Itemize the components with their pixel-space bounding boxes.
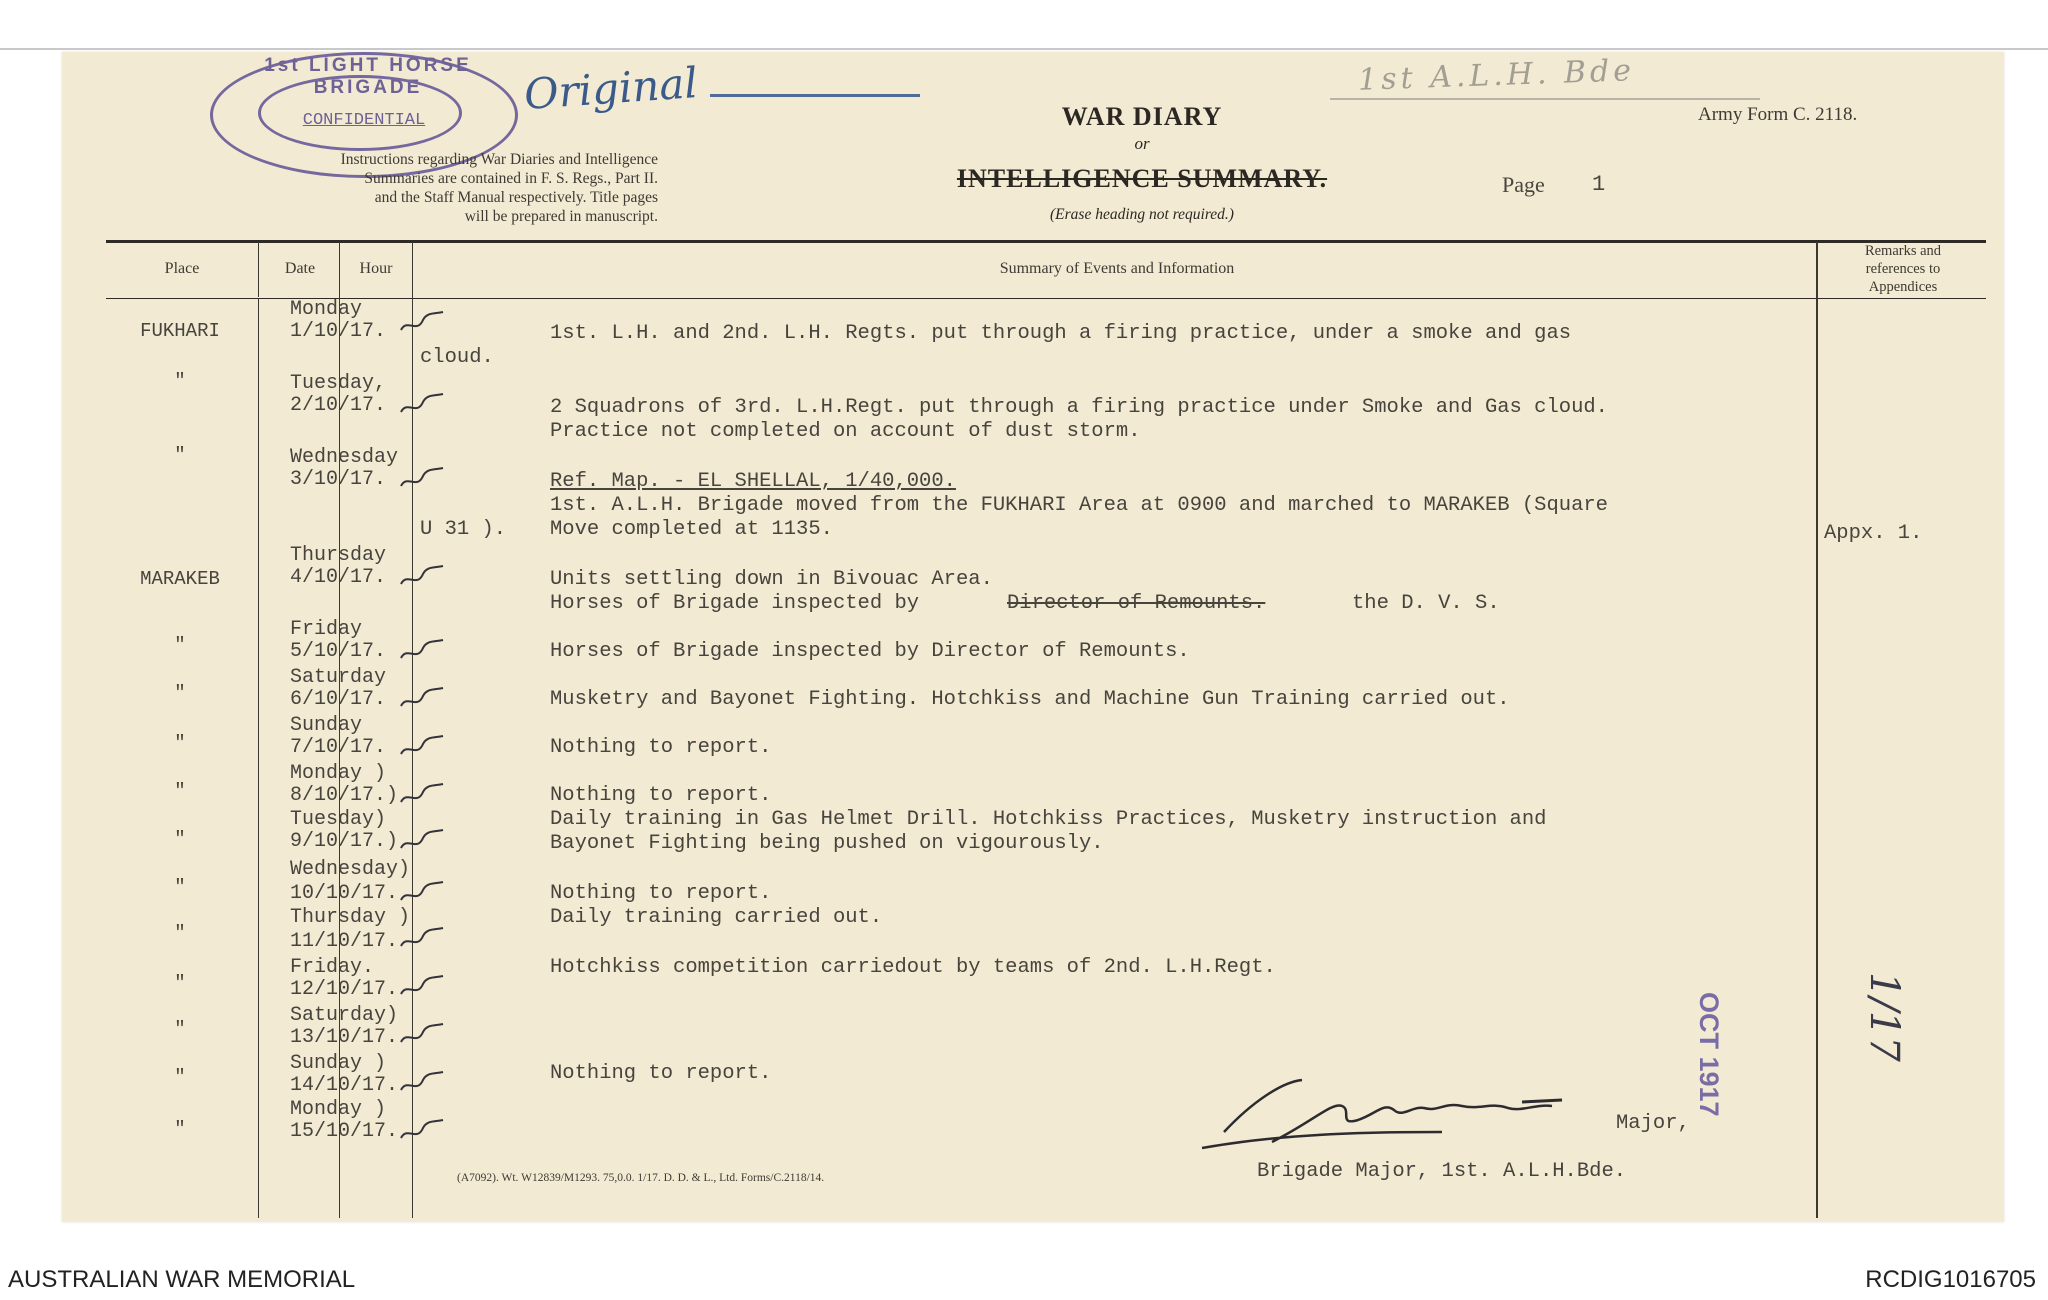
struck-out-text: Director of Remounts. [1007,592,1266,615]
entry-day: Sunday [290,714,363,737]
entry-day: Thursday ) [290,906,411,929]
entry-day: Saturday [290,666,387,689]
entry-text-line: 2 Squadrons of 3rd. L.H.Regt. put through a firing practice under Smoke and Gas cloud. [550,396,1608,419]
entry-date: 10/10/17. [290,882,399,905]
entry-date: 11/10/17. [290,930,399,953]
entry-text-line: the D. V. S. [1352,592,1500,615]
check-mark-icon [397,1118,445,1144]
title-or: or [1134,134,1150,153]
entry-day: Friday. [290,956,375,979]
entry-text-line: 1st. A.L.H. Brigade moved from the FUKHARI Area at 0900 and marched to MARAKEB (Square [550,494,1608,517]
check-mark-icon [397,1022,445,1048]
archive-id: RCDIG1016705 [1865,1266,2036,1293]
instructions-line: and the Staff Manual respectively. Title pages [374,189,658,206]
entry-place: " [174,444,186,466]
entry-text-line: Bayonet Fighting being pushed on vigourously. [550,832,1104,855]
check-mark-icon [397,392,445,418]
entry-place: " [174,1118,186,1140]
printer-imprint: (A7092). Wt. W12839/M1293. 75,0.0. 1/17. D. D. & L., Ltd. Forms/C.2118/14. [457,1172,825,1184]
entry-text-line: Horses of Brigade inspected by Director of Remounts. [550,640,1190,663]
entry-text-line: Nothing to report. [550,784,772,807]
page-label: Page [1502,172,1545,197]
table-top-rule [106,240,1986,243]
entry-place: " [174,972,186,994]
entry-text-line: Daily training carried out. [550,906,883,929]
entry-date: 9/10/17.) [290,830,399,853]
stamp-confidential-text: CONFIDENTIAL [302,111,426,130]
entry-day: Sunday ) [290,1052,387,1075]
check-mark-icon [397,880,445,906]
entry-text-line: Nothing to report. [550,882,772,905]
entry-place: " [174,682,186,704]
entry-text-line: Ref. Map. - EL SHELLAL, 1/40,000. [550,470,956,493]
entry-place: " [174,828,186,850]
received-date-stamp: OCT 1917 [1694,992,1724,1117]
scan-top-border [0,48,2048,50]
war-diary-title: WAR DIARY [1061,102,1223,131]
entry-place: " [174,780,186,802]
instructions-line: Instructions regarding War Diaries and Intelligence [340,151,658,168]
entry-day: Friday [290,618,363,641]
entry-place: " [174,922,186,944]
entry-place: " [174,1018,186,1040]
pencil-underline [1330,98,1760,100]
entry-text-line: Units settling down in Bivouac Area. [550,568,993,591]
check-mark-icon [397,310,445,336]
entry-place: " [174,634,186,656]
remarks-header-line: Appendices [1868,279,1938,295]
entry-day: Monday ) [290,762,387,785]
entry-place: " [174,876,186,898]
entry-text-line: Nothing to report. [550,1062,772,1085]
column-header-date: Date [284,260,316,277]
column-divider [258,242,259,297]
entry-day: Tuesday, [290,372,387,395]
handwritten-original: Original [522,57,700,120]
entry-text-line: 1st. L.H. and 2nd. L.H. Regts. put through a firing practice, under a smoke and gas [550,322,1572,345]
check-mark-icon [397,564,445,590]
entry-date: 7/10/17. [290,736,387,759]
entry-text-line: Practice not completed on account of dust storm. [550,420,1141,443]
entry-day: Tuesday) [290,808,387,831]
entry-date: 3/10/17. [290,468,387,491]
column-header-summary: Summary of Events and Information [999,260,1235,277]
entry-text-line: U 31 ). [420,518,507,541]
entry-date: 1/10/17. [290,320,387,343]
check-mark-icon [397,828,445,854]
entry-date: 4/10/17. [290,566,387,589]
archive-label: AUSTRALIAN WAR MEMORIAL [8,1266,356,1293]
entry-text-line: Move completed at 1135. [550,518,833,541]
entry-day: Wednesday [290,446,399,469]
remarks-header-line: references to [1865,261,1941,277]
stamp-ring-text: 1st LIGHT HORSE BRIGADE [264,55,472,98]
entry-date: 14/10/17. [290,1074,399,1097]
war-diary-page [62,52,2004,1222]
check-mark-icon [397,926,445,952]
column-header-remarks [1820,242,1986,296]
entry-day: Monday [290,298,363,321]
entry-date: 6/10/17. [290,688,387,711]
column-divider [258,298,259,1218]
entry-text-line: Horses of Brigade inspected by [550,592,920,615]
table-header-rule [106,298,1986,299]
page-number: 1 [1592,172,1606,197]
blue-pencil-line [710,94,920,97]
entry-text-line: Hotchkiss competition carriedout by teams of 2nd. L.H.Regt. [550,956,1276,979]
entry-text-line: Nothing to report. [550,736,772,759]
army-form-number: Army Form C. 2118. [1698,104,1858,125]
instructions-block [154,150,658,226]
check-mark-icon [397,974,445,1000]
instructions-line: will be prepared in manuscript. [464,208,658,225]
check-mark-icon [397,1070,445,1096]
intelligence-summary-title: INTELLIGENCE SUMMARY. [956,164,1328,193]
column-header-place: Place [164,260,200,277]
entry-place: FUKHARI [140,320,220,342]
entry-date: 8/10/17.) [290,784,399,807]
signature-title: Brigade Major, 1st. A.L.H.Bde. [1257,1160,1627,1183]
remarks-header-line: Remarks and [1864,243,1942,259]
entry-place: " [174,370,186,392]
entry-text-line: Daily training in Gas Helmet Drill. Hotchkiss Practices, Musketry instruction and [550,808,1547,831]
check-mark-icon [397,734,445,760]
entry-date: 2/10/17. [290,394,387,417]
entry-date: 12/10/17. [290,978,399,1001]
entry-text-line: cloud. [420,346,494,369]
handwritten-signature [1162,1062,1582,1152]
handwritten-folio-mark: 1/17 [1861,972,1907,1062]
entry-date: 13/10/17. [290,1026,399,1049]
appendix-reference: Appx. 1. [1824,522,1923,545]
check-mark-icon [397,466,445,492]
column-divider [1816,242,1818,1218]
column-header-hour: Hour [359,260,393,277]
instructions-line: Summaries are contained in F. S. Regs., Part II. [364,170,658,187]
entry-place: " [174,732,186,754]
signature-rank: Major, [1616,1112,1690,1135]
entry-text-line: Musketry and Bayonet Fighting. Hotchkiss and Machine Gun Training carried out. [550,688,1510,711]
entry-day: Saturday) [290,1004,399,1027]
entry-date: 15/10/17. [290,1120,399,1143]
check-mark-icon [397,686,445,712]
check-mark-icon [397,638,445,664]
entry-place: MARAKEB [140,568,220,590]
entry-day: Monday ) [290,1098,387,1121]
entry-day: Thursday [290,544,387,567]
pencil-note: 1st A.L.H. Bde [1357,53,1636,98]
entry-place: " [174,1066,186,1088]
entry-day: Wednesday) [290,858,411,881]
check-mark-icon [397,782,445,808]
erase-note: (Erase heading not required.) [1050,206,1234,223]
entry-date: 5/10/17. [290,640,387,663]
